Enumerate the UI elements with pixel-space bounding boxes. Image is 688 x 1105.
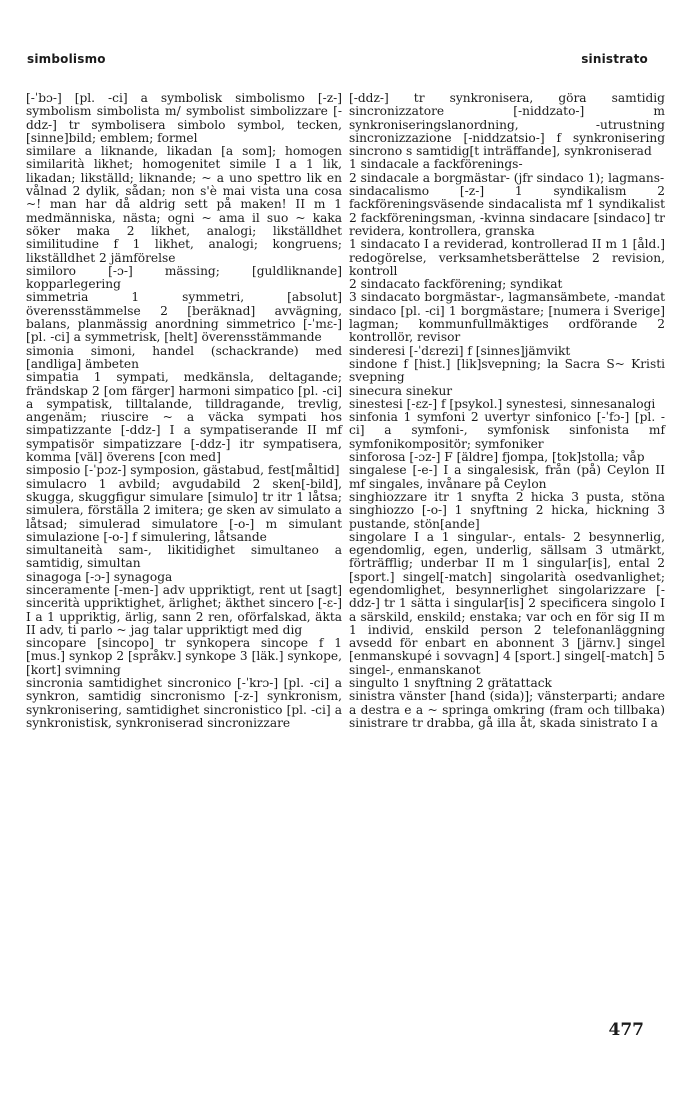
dictionary-entry: sinfonia 1 symfoni 2 uvertyr sinfonico [-ˈfɔ-] [pl. -ci] a symfoni-, symfonisk sinfonista mf symfonikompositör; symfoniker bbox=[349, 410, 665, 451]
dictionary-entry: singhiozzare itr 1 snyfta 2 hicka 3 pusta, stöna singhiozzo [-o-] 1 snyftning 2 hicka, hickning 3 pustande, stön[ande] bbox=[349, 489, 665, 531]
dictionary-entry: sinistra vänster [hand (sida)]; vänsterparti; andare a destra e a ~ springa omkring (fram och tillbaka) sinistrare tr drabba, gå illa åt, skada sinistrato I a bbox=[349, 689, 665, 730]
running-head-right: sinistrato bbox=[581, 52, 648, 66]
dictionary-entry: simpatia 1 sympati, medkänsla, deltagande; frändskap 2 [om färger] harmoni simpatico [pl. -ci] a sympatisk, tilltalande, tilldragande, trevlig, angenäm; riuscire ~ a väcka sympati hos simpatizzante [-ddz-] I a sympatiserande II mf sympatisör simpatizzare [-ddz-] itr sympatisera, komma [väl] överens [con med] bbox=[26, 370, 342, 465]
left-column bbox=[26, 92, 342, 730]
running-head-left: simbolismo bbox=[27, 52, 106, 66]
dictionary-entry: simposio [-ˈpɔz-] symposion, gästabud, fest[måltid] bbox=[26, 463, 340, 478]
dictionary-entry: singolare I a 1 singular-, entals- 2 besynnerlig, egendomlig, egen, underlig, sällsam 3 utmärkt, förträfflig; underbar II m 1 singular[is], ental 2 [sport.] singel[-match] singolarità osedvanlighet; egendomlighet, besynnerlighet singolarizzare [-ddz-] tr 1 sätta i singular[is] 2 specificera singolo I a särskild, enskild; enstaka; var och en för sig II m 1 individ, enskild person 2 telefonanläggning avsedd för enbart en abonnent 3 [järnv.] singel [enmanskupé i sovvagn] 4 [sport.] singel[-match] 5 singel-, enmanskanot bbox=[349, 529, 665, 677]
dictionary-entry: simonia simoni, handel (schackrande) med [andliga] ämbeten bbox=[26, 343, 342, 371]
right-column bbox=[349, 92, 665, 730]
dictionary-entry: similoro [-ɔ-] mässing; [guldliknande] kopparlegering bbox=[26, 263, 342, 292]
dictionary-entry: sinecura sinekur bbox=[349, 383, 453, 398]
dictionary-entry: sinceramente [-men-] adv uppriktigt, rent ut [sagt] sincerità uppriktighet, ärlighet; äkthet sincero [-ɛ-] I a 1 uppriktig, ärlig, sann 2 ren, oförfalskad, äkta II adv, ti parlo ~ jag talar uppriktigt med dig bbox=[26, 582, 342, 637]
dictionary-entry: 1 sindacale a fackförenings- bbox=[349, 157, 523, 172]
page-number: 477 bbox=[608, 1020, 644, 1040]
dictionary-entry: simmetria 1 symmetri, [absolut] överensstämmelse 2 [beräknad] avvägning, balans, planmässig anordning simmetrico [-ˈmɛ-] [pl. -ci] a symmetrisk, [helt] överensstämmande bbox=[26, 290, 342, 345]
dictionary-entry: sindacalismo [-z-] 1 syndikalism 2 fackföreningsväsende sindacalista mf 1 syndikalist 2 fackföreningsman, -kvinna sindacare [sindaco] tr revidera, kontrollera, granska bbox=[349, 184, 665, 238]
dictionary-entry: sinderesi [-ˈdɛrezi] f [sinnes]jämvikt bbox=[349, 343, 571, 358]
dictionary-entry: simulacro 1 avbild; avgudabild 2 sken[-bild], skugga, skuggfigur simulare [simulo] tr itr 1 låtsa; simulera, förställa 2 imitera; ge sken av simulato a låtsad; simulerad simulatore [-o-] m simulant simulazione [-o-] f simulering, låtsande bbox=[26, 476, 342, 544]
dictionary-entry: sincronia samtidighet sincronico [-ˈkrɔ-] [pl. -ci] a synkron, samtidig sincronismo [-z-] synkronism, synkronisering, samtidighet sincronistico [pl. -ci] a synkronistisk, synkroniserad sincronizzare bbox=[26, 676, 342, 730]
dictionary-entry: similare a liknande, likadan [a som]; homogen similarità likhet; homogenitet simile I a 1 lik, likadan; likställd; liknande; ~ a uno spettro lik en vålnad 2 dylik, sådan; non s'è mai vista una cosa ~! man har då aldrig sett på maken! II m 1 medmänniska, nästa; ogni ~ ama il suo ~ kaka söker maka 2 likhet, analogi; likställdhet similitudine f 1 likhet, analogi; kongruens; likställdhet 2 jämförelse bbox=[26, 144, 342, 265]
dictionary-entry: [-ˈbɔ-] [pl. -ci] a symbolisk simbolismo [-z-] symbolism simbolista m/ symbolist simbolizzare [-ddz-] tr symbolisera simbolo symbol, tecken, [sinne]bild; emblem; formel bbox=[26, 91, 342, 145]
dictionary-entry: singulto 1 snyftning 2 grätattack bbox=[349, 676, 552, 691]
dictionary-entry: sinforosa [-ɔz-] F [äldre] fjompa, [tok]stolla; våp bbox=[349, 450, 645, 465]
dictionary-entry: 2 sindacale a borgmästar- (jfr sindaco 1); lagmans- bbox=[349, 170, 665, 185]
dictionary-entry: sinagoga [-ɔ-] synagoga bbox=[26, 569, 173, 584]
dictionary-entry: [-ddz-] tr synkronisera, göra samtidig sincronizzatore [-niddzato-] m synkroniseringslanordning, -utrustning sincronizzazione [-niddzatsio-] f synkronisering sincrono s samtidig[t inträffande], synkroniserad bbox=[349, 91, 665, 159]
dictionary-entry: sincopare [sincopo] tr synkopera sincope f 1 [mus.] synkop 2 [språkv.] synkope 3 [läk.] synkope, [kort] svimning bbox=[26, 636, 342, 677]
dictionary-entry: sindone f [hist.] [lik]svepning; la Sacra S~ Kristi svepning bbox=[349, 356, 665, 385]
dictionary-entry: 2 sindacato fackförening; syndikat bbox=[349, 277, 563, 292]
dictionary-entry: singalese [-e-] I a singalesisk, från (på) Ceylon II mf singales, invånare på Ceylon bbox=[349, 463, 665, 491]
dictionary-entry: 3 sindacato borgmästar-, lagmansämbete, -mandat sindaco [pl. -ci] 1 borgmästare; [numera i Sverige] lagman; kommunfullmäktiges ordförande 2 kontrollör, revisor bbox=[349, 290, 665, 345]
dictionary-entry: 1 sindacato I a reviderad, kontrollerad II m 1 [åld.] redogörelse, verksamhetsberättelse 2 revision, kontroll bbox=[349, 237, 665, 278]
dictionary-entry: sinestesi [-ɛz-] f [psykol.] synestesi, sinnesanalogi bbox=[349, 396, 656, 411]
dictionary-entry: simultaneità sam-, likitidighet simultaneo a samtidig, simultan bbox=[26, 543, 342, 571]
